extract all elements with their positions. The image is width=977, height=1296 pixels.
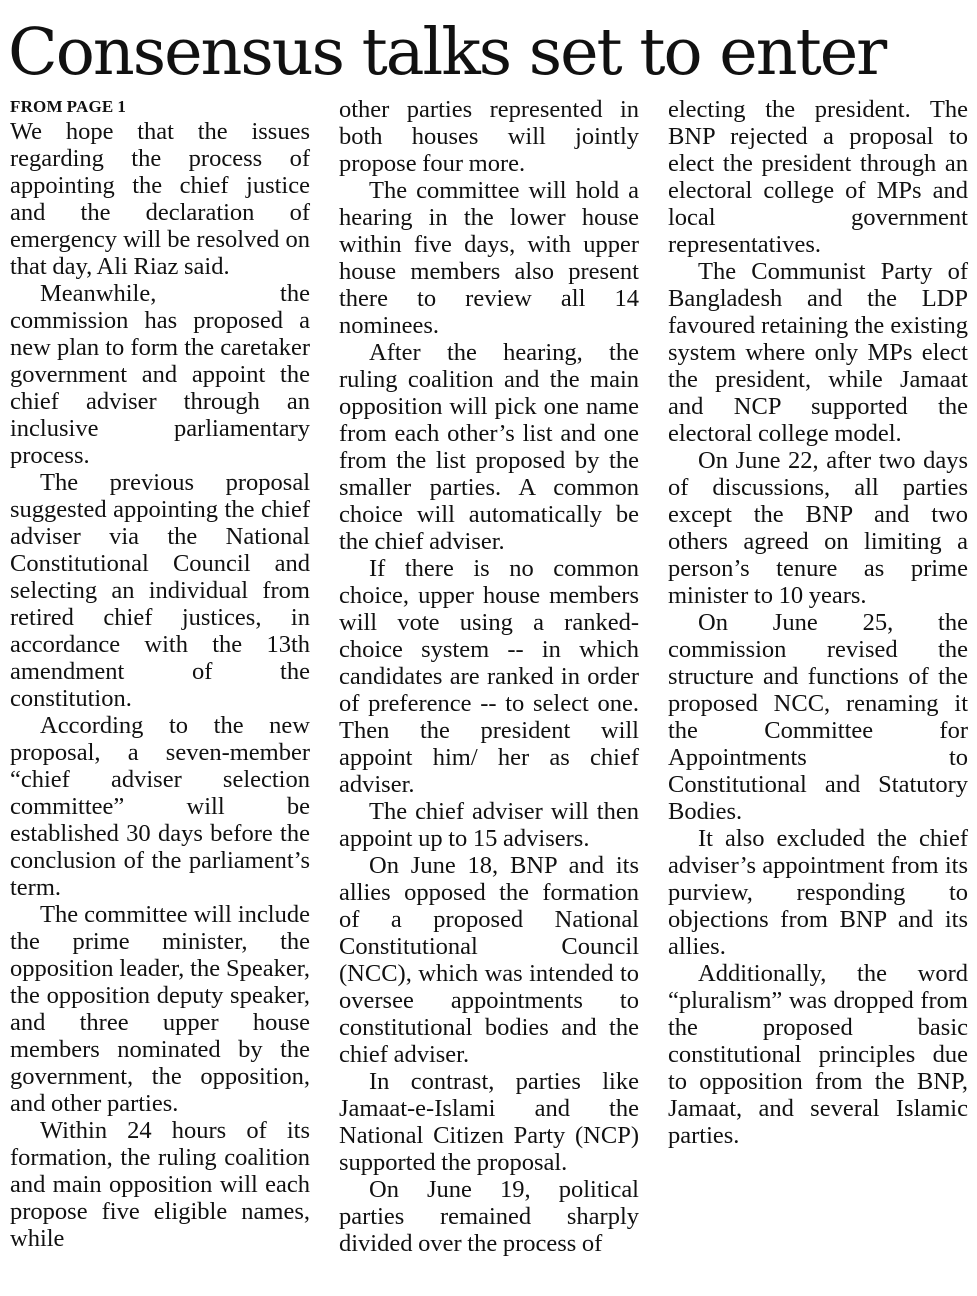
paragraph: If there is no common choice, upper house members will vote using a ranked-choice system -- in which candidates are ranked in order of preference -- to select one. Then the president will appoint him/ her as chief adviser.: [339, 555, 639, 798]
paragraph: The committee will hold a hearing in the lower house within five days, with upper house members also present there to review all 14 nominees.: [339, 177, 639, 339]
paragraph: We hope that the issues regarding the process of appointing the chief justice and the declaration of emergency will be resolved on that day, Ali Riaz said.: [10, 118, 310, 280]
paragraph: The previous proposal suggested appointing the chief adviser via the National Constitutional Council and selecting an individual from retired chief justices, in accordance with the 13th amendment of the constitution.: [10, 469, 310, 712]
article-column-2: [339, 96, 639, 1257]
article-column-3: [668, 96, 968, 1149]
paragraph: On June 18, BNP and its allies opposed the formation of a proposed National Constitutional Council (NCC), which was intended to oversee appointments to constitutional bodies and the chief adviser.: [339, 852, 639, 1068]
paragraph: On June 22, after two days of discussions, all parties except the BNP and two others agreed on limiting a person’s tenure as prime minister to 10 years.: [668, 447, 968, 609]
paragraph: The chief adviser will then appoint up to 15 advisers.: [339, 798, 639, 852]
paragraph: According to the new proposal, a seven-member “chief adviser selection committee” will be established 30 days before the conclusion of the parliament’s term.: [10, 712, 310, 901]
paragraph: In contrast, parties like Jamaat-e-Islami and the National Citizen Party (NCP) supported the proposal.: [339, 1068, 639, 1176]
paragraph: The committee will include the prime minister, the opposition leader, the Speaker, the opposition deputy speaker, and three upper house members nominated by the government, the opposition, and other parties.: [10, 901, 310, 1117]
paragraph: After the hearing, the ruling coalition and the main opposition will pick one name from each other’s list and one from the list proposed by the smaller parties. A common choice will automatically be the chief adviser.: [339, 339, 639, 555]
paragraph: electing the president. The BNP rejected a proposal to elect the president through an electoral college of MPs and local government representatives.: [668, 96, 968, 258]
paragraph: The Communist Party of Bangladesh and the LDP favoured retaining the existing system where only MPs elect the president, while Jamaat and NCP supported the electoral college model.: [668, 258, 968, 447]
headline: Consensus talks set to enter: [8, 15, 886, 90]
paragraph: other parties represented in both houses will jointly propose four more.: [339, 96, 639, 177]
paragraph: On June 19, political parties remained sharply divided over the process of: [339, 1176, 639, 1257]
paragraph: On June 25, the commission revised the structure and functions of the proposed NCC, renaming it the Committee for Appointments to Constitutional and Statutory Bodies.: [668, 609, 968, 825]
article-column-1: [10, 96, 310, 1252]
continued-from-label: FROM PAGE 1: [10, 97, 127, 116]
paragraph: Within 24 hours of its formation, the ruling coalition and main opposition will each propose five eligible names, while: [10, 1117, 310, 1252]
paragraph: Additionally, the word “pluralism” was dropped from the proposed basic constitutional principles due to opposition from the BNP, Jamaat, and several Islamic parties.: [668, 960, 968, 1149]
paragraph: Meanwhile, the commission has proposed a new plan to form the caretaker government and appoint the chief adviser through an inclusive parliamentary process.: [10, 280, 310, 469]
paragraph: It also excluded the chief adviser’s appointment from its purview, responding to objections from BNP and its allies.: [668, 825, 968, 960]
